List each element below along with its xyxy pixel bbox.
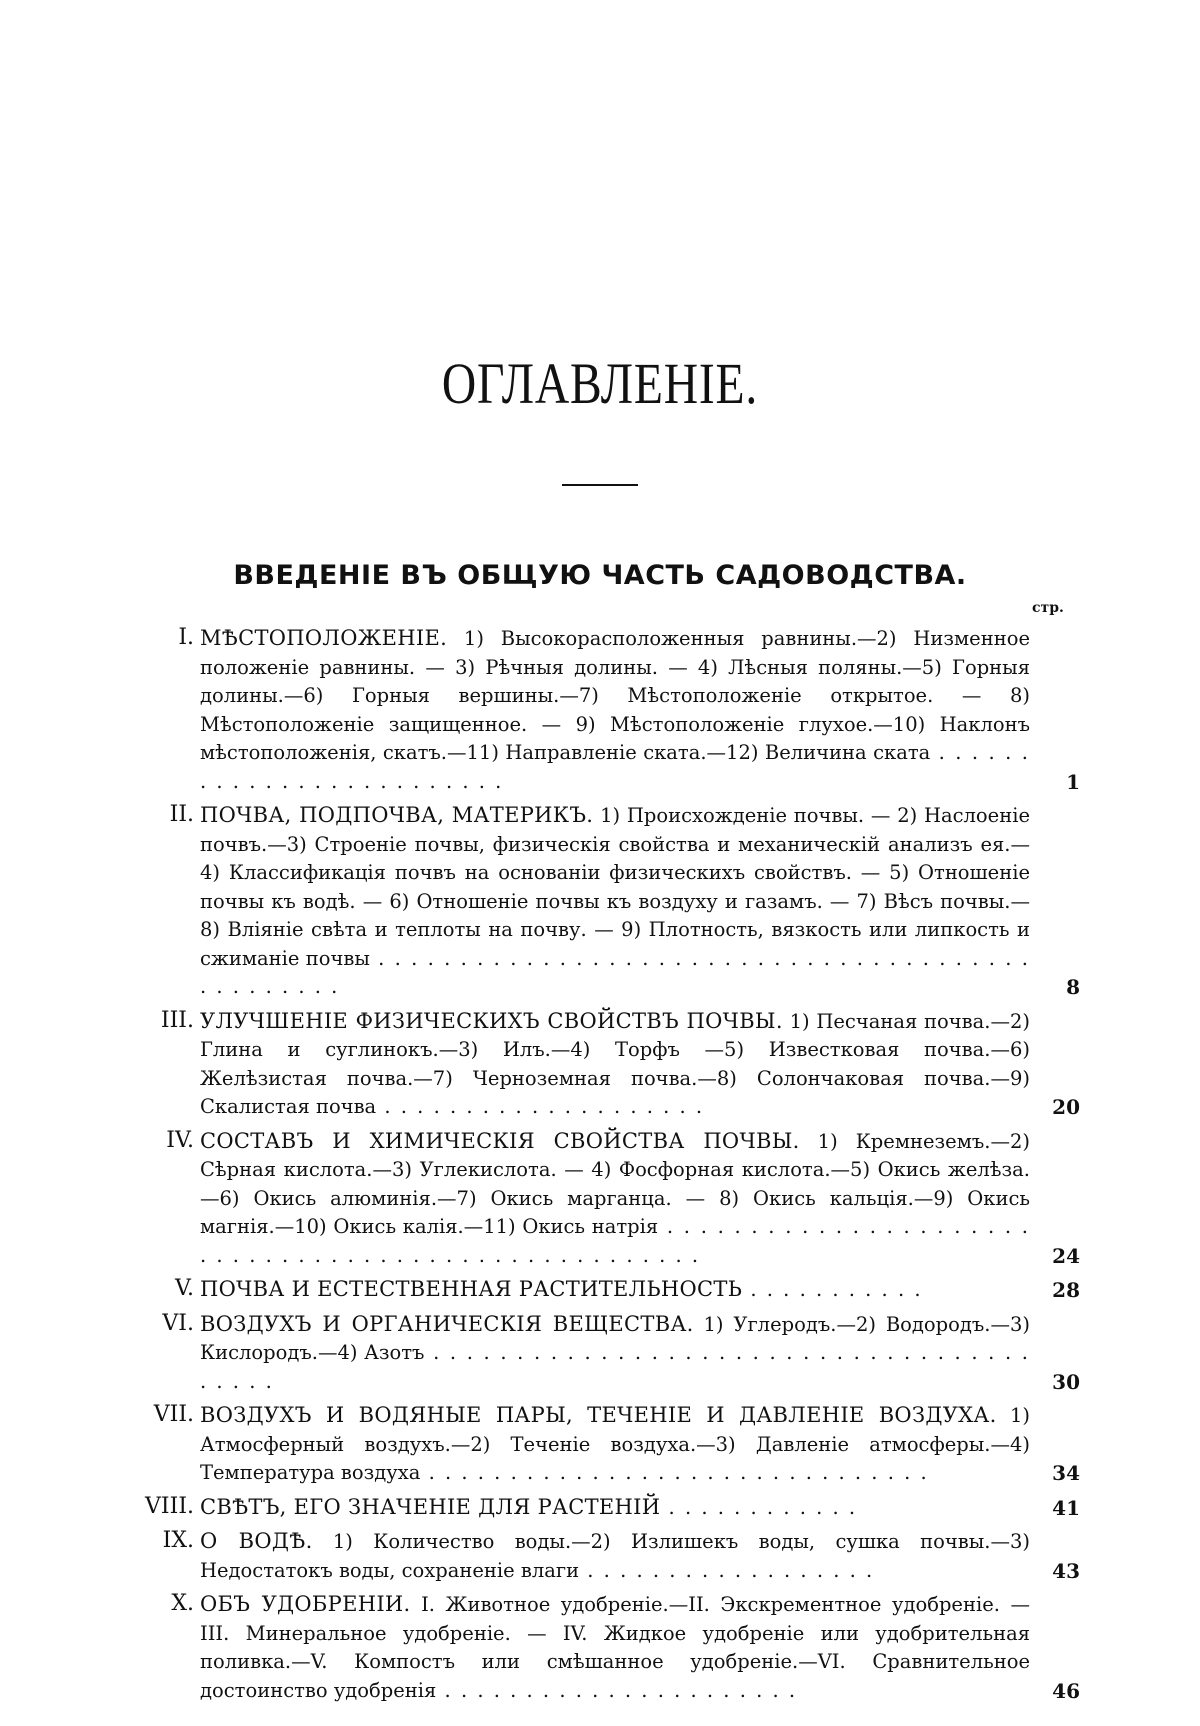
toc-entry-body — [200, 1275, 1030, 1305]
dot-leader: . . . . . . . . . . . — [742, 1278, 922, 1301]
toc-entry-3[interactable] — [130, 1007, 1080, 1122]
toc-entry-text: 1) Кремнеземъ.—2) Сѣрная кислота.—3) Углекислота. — 4) Фосфорная кислота.—5) Окись желѣза.—6) Окись алюминія.—7) Окись марганца. — 8) Окись кальція.—9) Окись магнія.—10) Окись калія.—11) Окись натрія — [200, 1130, 1030, 1239]
toc-entry-9[interactable] — [130, 1527, 1080, 1585]
toc-entry-title: ОБЪ УДОБРЕНІИ. — [200, 1592, 411, 1616]
page-column-label: стр. — [1032, 600, 1064, 616]
toc-entry-title: ВОЗДУХЪ И ВОДЯНЫЕ ПАРЫ, ТЕЧЕНІЕ И ДАВЛЕНІЕ ВОЗДУХА. — [200, 1403, 997, 1427]
toc-entry-page: 24 — [1030, 1242, 1080, 1271]
title-divider — [562, 484, 638, 486]
toc-entry-numeral: VII. — [130, 1401, 200, 1430]
toc-entry-title: ПОЧВА, ПОДПОЧВА, МАТЕРИКЪ. — [200, 803, 593, 827]
toc-entry-body — [200, 1590, 1030, 1705]
dot-leader: . . . . . . . . . . . . . . . . . . . . — [376, 1095, 704, 1118]
toc-entry-body — [200, 1127, 1030, 1271]
toc-entry-body — [200, 1007, 1030, 1122]
toc-entry-numeral: III. — [130, 1007, 200, 1036]
toc-entry-page: 34 — [1030, 1459, 1080, 1488]
toc-entry-10[interactable] — [130, 1590, 1080, 1705]
section-heading: ВВЕДЕНІЕ ВЪ ОБЩУЮ ЧАСТЬ САДОВОДСТВА. — [0, 560, 1200, 591]
toc-entry-text: 1) Высокорасположенныя равнины.—2) Низменное положеніе равнины. — 3) Рѣчныя долины. — 4) Лѣсныя поляны.—5) Горныя долины.—6) Горныя вершины.—7) Мѣстоположеніе открытое. — 8) Мѣстоположеніе защищенное. — 9) Мѣстоположеніе глухое.—10) Наклонъ мѣстоположенія, скатъ.—11) Направленіе ската.—12) Величина ската — [200, 627, 1030, 764]
toc-entry-text: 1) Происхожденіе почвы. — 2) Наслоеніе почвъ.—3) Строеніе почвы, физическія свойства и механическій анализъ ея.—4) Классификація почвъ на основаніи физическихъ свойствъ. — 5) Отношеніе почвы къ водѣ. — 6) Отношеніе почвы къ воздуху и газамъ. — 7) Вѣсъ почвы.—8) Вліяніе свѣта и теплоты на почву. — 9) Плотность, вязкость или липкость и сжиманіе почвы — [200, 804, 1030, 970]
toc-entry-numeral: X. — [130, 1590, 200, 1619]
dot-leader: . . . . . . . . . . . . . . . . . . — [579, 1559, 874, 1582]
toc-entry-body — [200, 624, 1030, 796]
toc-entry-page: 20 — [1030, 1093, 1080, 1122]
toc-entry-page: 30 — [1030, 1368, 1080, 1397]
dot-leader: . . . . . . . . . . . . . . . . . . . . . . . . . . . . . . . . . . . . . . . . . . . . . . . . . — [200, 947, 1030, 999]
toc-entry-text: 1) Песчаная почва.—2) Глина и суглинокъ.—3) Илъ.—4) Торфъ —5) Известковая почва.—6) Желѣзистая почва.—7) Черноземная почва.—8) Солончаковая почва.—9) Скалистая почва — [200, 1010, 1030, 1119]
toc-entry-title: СОСТАВЪ И ХИМИЧЕСКІЯ СВОЙСТВА ПОЧВЫ. — [200, 1129, 800, 1153]
toc-entry-7[interactable] — [130, 1401, 1080, 1488]
page-title: ОГЛАВЛЕНІЕ. — [108, 350, 1092, 417]
toc-entry-body — [200, 1493, 1030, 1523]
dot-leader: . . . . . . . . . . . . . . . . . . . . . . . . . — [200, 741, 1030, 793]
toc-entry-page: 41 — [1030, 1494, 1080, 1523]
toc-entry-body — [200, 801, 1030, 1002]
dot-leader: . . . . . . . . . . . . . . . . . . . . . . . . . . . . . . . . . . . . . . . . . . . . . . . . . . . . . — [200, 1215, 1030, 1267]
toc-entry-body — [200, 1310, 1030, 1397]
toc-entry-5[interactable] — [130, 1275, 1080, 1305]
dot-leader: . . . . . . . . . . . . . . . . . . . . . . — [436, 1679, 797, 1702]
toc-entry-1[interactable] — [130, 624, 1080, 796]
toc-entry-numeral: VIII. — [130, 1493, 200, 1522]
toc-entry-numeral: VI. — [130, 1310, 200, 1339]
toc-entry-page: 1 — [1030, 768, 1080, 797]
toc-entry-body — [200, 1401, 1030, 1488]
toc-entry-title: О ВОДѢ. — [200, 1529, 313, 1553]
toc-entry-8[interactable] — [130, 1493, 1080, 1523]
toc-entry-6[interactable] — [130, 1310, 1080, 1397]
dot-leader: . . . . . . . . . . . . — [660, 1496, 857, 1519]
toc-entry-text: 1) Атмосферный воздухъ.—2) Теченіе воздуха.—3) Давленіе атмосферы.—4) Температура воздуха — [200, 1404, 1030, 1484]
toc-entry-title: МѢСТОПОЛОЖЕНІЕ. — [200, 626, 447, 650]
toc-entry-body — [200, 1527, 1030, 1585]
toc-entry-numeral: I. — [130, 624, 200, 653]
toc-entry-text: I. Животное удобреніе.—II. Экскрементное удобреніе. — III. Минеральное удобреніе. — IV. Жидкое удобреніе или удобрительная поливка.—V. Компостъ или смѣшанное удобреніе.—VI. Сравнительное достоинство удобренія — [200, 1593, 1030, 1702]
toc-entry-page: 28 — [1030, 1276, 1080, 1305]
toc-entry-2[interactable] — [130, 801, 1080, 1002]
toc-entry-text: 1) Количество воды.—2) Излишекъ воды, сушка почвы.—3) Недостатокъ воды, сохраненіе влаги — [200, 1530, 1030, 1582]
toc-entry-title: ВОЗДУХЪ И ОРГАНИЧЕСКІЯ ВЕЩЕСТВА. — [200, 1312, 694, 1336]
toc-entry-numeral: IV. — [130, 1127, 200, 1156]
toc-entry-page: 43 — [1030, 1557, 1080, 1586]
toc-entry-4[interactable] — [130, 1127, 1080, 1271]
dot-leader: . . . . . . . . . . . . . . . . . . . . . . . . . . . . . . . — [420, 1461, 928, 1484]
toc-entry-numeral: V. — [130, 1275, 200, 1304]
toc-entry-text: 1) Углеродъ.—2) Водородъ.—3) Кислородъ.—4) Азотъ — [200, 1313, 1030, 1365]
toc-entry-title: СВѢТЪ, ЕГО ЗНАЧЕНІЕ ДЛЯ РАСТЕНІЙ — [200, 1495, 660, 1519]
toc-entry-page: 46 — [1030, 1677, 1080, 1706]
toc-entry-title: ПОЧВА И ЕСТЕСТВЕННАЯ РАСТИТЕЛЬНОСТЬ — [200, 1277, 742, 1301]
toc-entry-page: 8 — [1030, 973, 1080, 1002]
table-of-contents — [130, 624, 1080, 1710]
dot-leader: . . . . . . . . . . . . . . . . . . . . . . . . . . . . . . . . . . . . . . . . . — [200, 1341, 1030, 1393]
toc-entry-numeral: IX. — [130, 1527, 200, 1556]
toc-entry-title: УЛУЧШЕНІЕ ФИЗИЧЕСКИХЪ СВОЙСТВЪ ПОЧВЫ. — [200, 1009, 783, 1033]
toc-entry-numeral: II. — [130, 801, 200, 830]
